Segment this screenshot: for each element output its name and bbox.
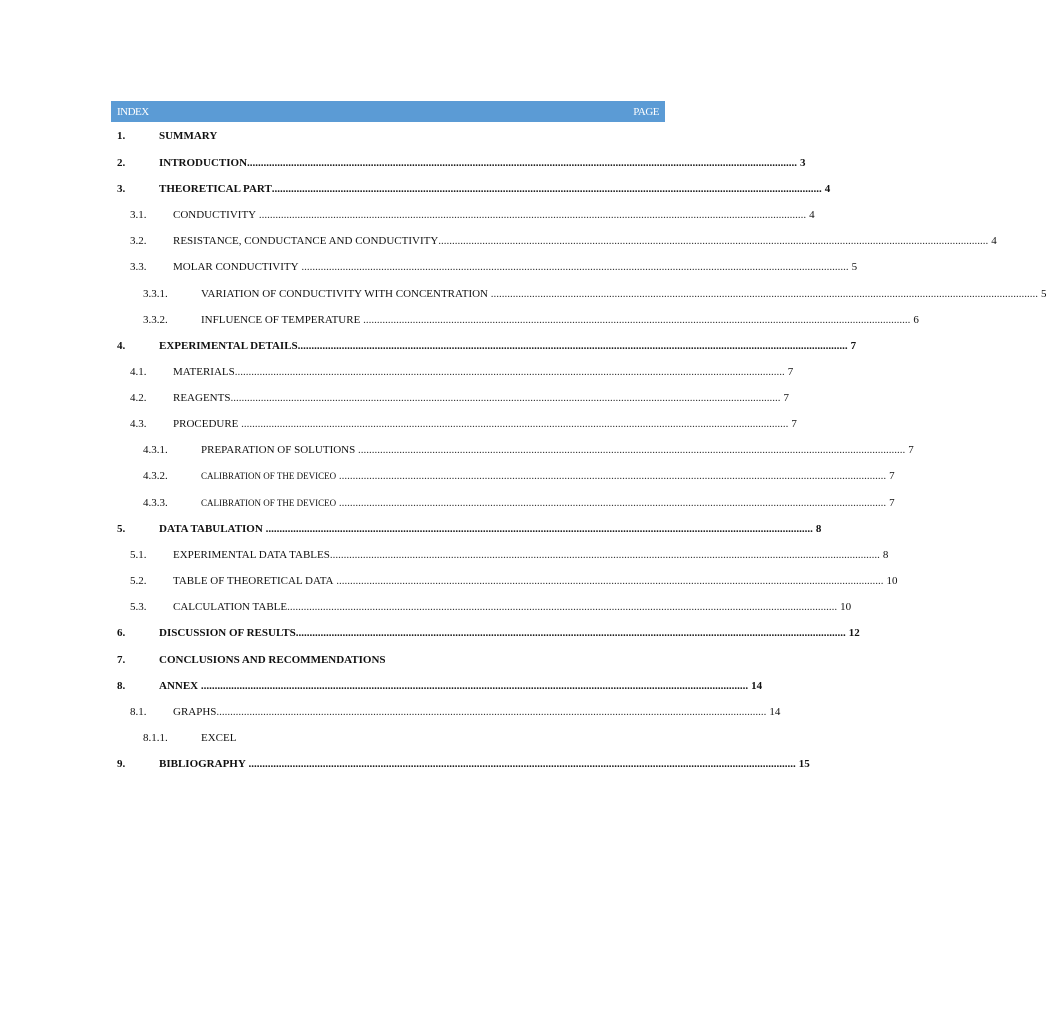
- leader-dots: ........................................................................................................................................................................................................: [438, 235, 989, 247]
- toc-entry-page: 7: [889, 497, 895, 509]
- leader-dots: .......................................................................................................................................................................................................: [333, 575, 884, 587]
- toc-entry-bibliography[interactable]: [117, 756, 810, 772]
- toc-entry-page: 6: [913, 314, 919, 326]
- toc-entry-page: 5: [851, 261, 858, 273]
- toc-entry-number: 4.3.3.: [143, 497, 168, 509]
- toc-entry-title: EXPERIMENTAL DETAILS: [159, 340, 298, 352]
- toc-entry-page: 4: [809, 209, 815, 221]
- leader-dots: ........................................................................................................................................................................................................: [295, 627, 846, 639]
- index-header-label: INDEX: [117, 105, 149, 118]
- toc-entry-title: EXPERIMENTAL DATA TABLES: [173, 549, 330, 561]
- toc-entry-calibration-of-the-device-1[interactable]: [143, 468, 895, 484]
- toc-entry-title: DATA TABULATION: [159, 523, 263, 535]
- toc-entry-number: 8.1.1.: [143, 732, 168, 744]
- toc-entry-number: 7.: [117, 654, 126, 666]
- toc-entry-number: 2.: [117, 157, 126, 169]
- toc-entry-conductivity[interactable]: [130, 207, 815, 223]
- toc-entry-number: 8.1.: [130, 706, 147, 718]
- toc-entry-page: 8: [882, 549, 889, 561]
- toc-entry-page: 7: [791, 418, 797, 430]
- toc-entry-excel[interactable]: [143, 730, 343, 746]
- toc-entry-title: INTRODUCTION: [159, 157, 248, 169]
- page-header-label: PAGE: [633, 105, 659, 118]
- toc-entry-title: ANNEX: [159, 680, 199, 692]
- toc-entry-page: 12: [848, 627, 860, 639]
- toc-entry-title: RESISTANCE, CONDUCTANCE AND CONDUCTIVITY: [173, 235, 439, 247]
- leader-dots: ........................................................................................................................................................................................................: [234, 366, 785, 378]
- leader-dots: .......................................................................................................................................................................................................: [488, 288, 1039, 300]
- leader-dots: ........................................................................................................................................................................................................: [329, 549, 880, 561]
- toc-entry-page: 14: [751, 680, 763, 692]
- leader-dots: ........................................................................................................................................................................................................: [230, 392, 781, 404]
- toc-entry-title: THEORETICAL PART: [159, 183, 272, 195]
- leader-dots: .......................................................................................................................................................................................................: [238, 418, 789, 430]
- toc-entry-page: 14: [769, 706, 781, 718]
- toc-entry-page: 7: [889, 470, 895, 482]
- toc-entry-title: SUMMARY: [159, 130, 218, 142]
- leader-dots: ........................................................................................................................................................................................................: [287, 601, 838, 613]
- toc-entry-number: 4.2.: [130, 392, 147, 404]
- toc-entry-title: CALIBRATION OF THE DEVICEO: [201, 498, 337, 508]
- toc-entry-number: 3.3.: [130, 261, 147, 273]
- toc-entry-experimental-details[interactable]: [117, 338, 857, 354]
- toc-entry-number: 4.3.1.: [143, 444, 168, 456]
- leader-dots: .......................................................................................................................................................................................................: [360, 314, 911, 326]
- toc-entry-page: 7: [787, 366, 794, 378]
- toc-entry-title: CALCULATION TABLE: [173, 601, 288, 613]
- toc-entry-calculation-table[interactable]: [130, 599, 852, 615]
- toc-entry-reagents[interactable]: [130, 390, 789, 406]
- toc-entry-conclusions[interactable]: [117, 652, 417, 668]
- toc-entry-number: 6.: [117, 627, 126, 639]
- leader-dots: .......................................................................................................................................................................................................: [336, 470, 887, 482]
- toc-entry-number: 1.: [117, 130, 126, 142]
- toc-entry-title: GRAPHS: [173, 706, 217, 718]
- toc-entry-title: VARIATION OF CONDUCTIVITY WITH CONCENTRATION: [201, 288, 489, 300]
- toc-entry-title: CALIBRATION OF THE DEVICEO: [201, 471, 337, 481]
- toc-entry-number: 3.2.: [130, 235, 147, 247]
- toc-entry-page: 15: [798, 758, 810, 770]
- toc-entry-preparation-of-solutions[interactable]: [143, 442, 914, 458]
- toc-entry-number: 5.: [117, 523, 126, 535]
- toc-entry-title: CONDUCTIVITY: [173, 209, 257, 221]
- toc-entry-title: PROCEDURE: [173, 418, 239, 430]
- toc-entry-procedure[interactable]: [130, 416, 797, 432]
- leader-dots: ........................................................................................................................................................................................................: [216, 706, 767, 718]
- leader-dots: .......................................................................................................................................................................................................: [262, 523, 813, 535]
- toc-entry-title: INFLUENCE OF TEMPERATURE: [201, 314, 361, 326]
- toc-entry-title: EXCEL: [201, 732, 237, 744]
- toc-entry-page: 10: [886, 575, 898, 587]
- leader-dots: ........................................................................................................................................................................................................: [247, 157, 798, 169]
- leader-dots: ........................................................................................................................................................................................................: [271, 183, 822, 195]
- toc-entry-page: 5: [1041, 288, 1047, 300]
- toc-entry-experimental-data-tables[interactable]: [130, 547, 889, 563]
- toc-entry-number: 3.3.2.: [143, 314, 168, 326]
- toc-entry-page: 7: [850, 340, 857, 352]
- toc-entry-title: MATERIALS: [173, 366, 235, 378]
- toc-entry-number: 9.: [117, 758, 126, 770]
- toc-entry-table-of-theoretical-data[interactable]: [130, 573, 898, 589]
- toc-entry-number: 3.: [117, 183, 126, 195]
- toc-entry-number: 8.: [117, 680, 126, 692]
- leader-dots: .......................................................................................................................................................................................................: [198, 680, 749, 692]
- leader-dots: .......................................................................................................................................................................................................: [336, 497, 887, 509]
- toc-entry-number: 5.1.: [130, 549, 147, 561]
- toc-entry-number: 4.1.: [130, 366, 147, 378]
- toc-entry-page: 7: [783, 392, 789, 404]
- toc-entry-molar-conductivity[interactable]: [130, 259, 858, 275]
- toc-entry-resistance[interactable]: [130, 233, 997, 249]
- toc-entry-number: 3.3.1.: [143, 288, 168, 300]
- toc-entry-title: BIBLIOGRAPHY: [159, 758, 246, 770]
- toc-entry-annex[interactable]: [117, 678, 763, 694]
- toc-entry-introduction[interactable]: [117, 155, 806, 171]
- toc-entry-number: 3.1.: [130, 209, 147, 221]
- toc-entry-number: 5.2.: [130, 575, 147, 587]
- toc-entry-materials[interactable]: [130, 364, 794, 380]
- leader-dots: .......................................................................................................................................................................................................: [245, 758, 796, 770]
- toc-entry-title: MOLAR CONDUCTIVITY: [173, 261, 299, 273]
- leader-dots: ........................................................................................................................................................................................................: [297, 340, 848, 352]
- toc-entry-title: CONCLUSIONS AND RECOMMENDATIONS: [159, 654, 386, 666]
- toc-entry-theoretical-part[interactable]: [117, 181, 831, 197]
- toc-entry-page: 10: [840, 601, 852, 613]
- leader-dots: .......................................................................................................................................................................................................: [355, 444, 906, 456]
- toc-entry-influence-of-temperature[interactable]: [143, 312, 919, 328]
- toc-entry-number: 5.3.: [130, 601, 147, 613]
- toc-entry-page: 3: [800, 157, 806, 169]
- toc-entry-page: 4: [824, 183, 831, 195]
- toc-entry-page: 8: [815, 523, 822, 535]
- toc-entry-title: PREPARATION OF SOLUTIONS: [201, 444, 356, 456]
- toc-entry-number: 4.: [117, 340, 126, 352]
- toc-entry-discussion-of-results[interactable]: [117, 625, 860, 641]
- toc-entry-number: 4.3.: [130, 418, 147, 430]
- leader-dots: .......................................................................................................................................................................................................: [256, 209, 807, 221]
- toc-entry-graphs[interactable]: [130, 704, 781, 720]
- toc-entry-title: DISCUSSION OF RESULTS: [159, 627, 296, 639]
- toc-entry-title: REAGENTS: [173, 392, 231, 404]
- toc-entry-page: 7: [908, 444, 914, 456]
- toc-entry-page: 4: [991, 235, 997, 247]
- toc-entry-summary[interactable]: [117, 128, 647, 144]
- toc-entry-data-tabulation[interactable]: [117, 521, 822, 537]
- toc-entry-calibration-of-the-device-2[interactable]: [143, 495, 895, 511]
- toc-entry-number: 4.3.2.: [143, 470, 168, 482]
- toc-entry-variation-of-conductivity[interactable]: [143, 286, 1047, 302]
- leader-dots: .......................................................................................................................................................................................................: [298, 261, 849, 273]
- toc-entry-title: TABLE OF THEORETICAL DATA: [173, 575, 334, 587]
